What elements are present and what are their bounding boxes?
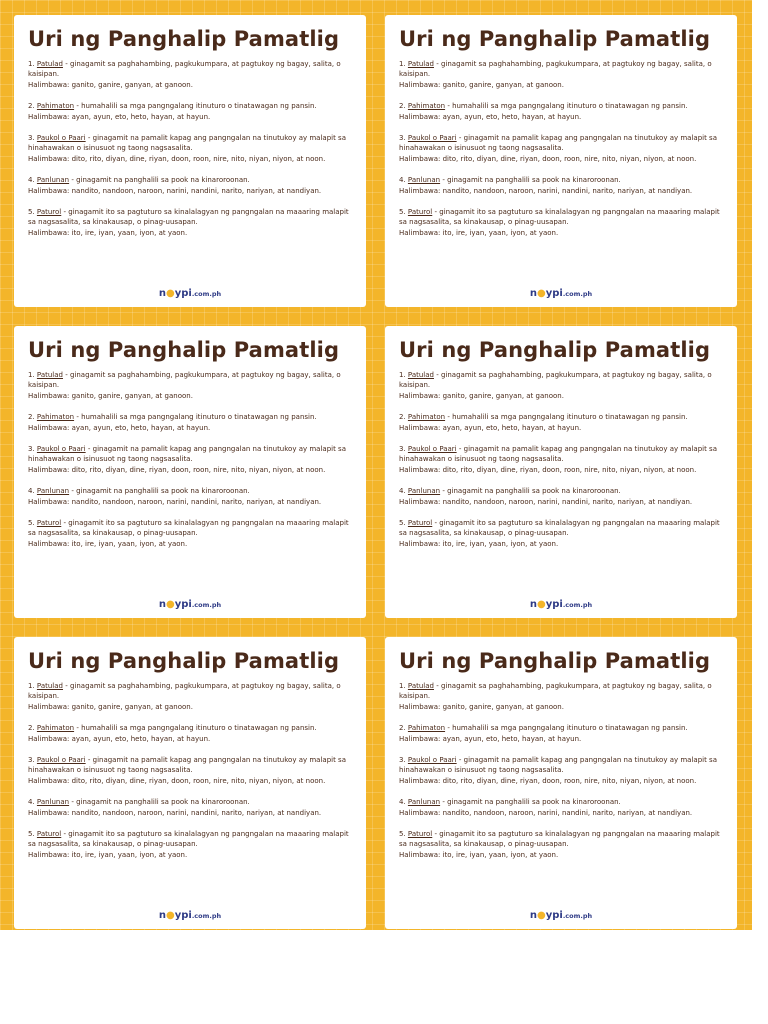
item-definition: - ginagamit na pamalit kapag ang pangngalan na tinutukoy ay malapit sa hinahawakan o isinusuot ng taong nagsasalita. [28,756,346,775]
entry-definition-line [28,797,352,807]
list-item [399,518,723,549]
item-definition: - humahalili sa mga pangngalang itinuturo o tinatawagan ng pansin. [76,724,317,733]
item-definition: - ginagamit ito sa pagtuturo sa kinalalagyan ng pangngalan na maaaring malapit sa nagsasalita, sa kinakausap, o pinag-uusapan. [399,208,720,227]
brand-name-start: n [529,288,537,299]
item-definition: - ginagamit na panghalili sa pook na kinaroroonan. [442,798,621,807]
info-card [385,15,737,307]
item-example: Halimbawa: dito, rito, diyan, dine, riyan, doon, roon, nire, nito, niyan, niyon, at noon. [399,776,697,785]
sun-icon: ● [165,599,175,610]
brand-logo [14,910,366,921]
sun-icon: ● [536,288,546,299]
item-term: Patulad [36,371,63,379]
list-item [399,681,723,712]
list-item [28,518,352,549]
entry-definition-line [399,755,723,776]
list-item [28,486,352,507]
item-number: 1. [399,682,406,690]
entry-definition-line [28,412,352,422]
brand-logo [14,599,366,610]
item-example: Halimbawa: ayan, ayun, eto, heto, hayan, at hayun. [28,734,211,743]
info-card [14,637,366,929]
item-example: Halimbawa: dito, rito, diyan, dine, riyan, doon, roon, nire, nito, niyan, niyon, at noon. [28,465,326,474]
item-term: Pahimaton [36,102,75,111]
item-number: 2. [28,102,35,111]
brand-name-end: ypi [174,599,192,610]
item-example: Halimbawa: nandito, nandoon, naroon, narini, nandini, narito, nariyan, at nandiyan. [399,497,693,506]
entry-definition-line [28,59,352,80]
item-example: Halimbawa: nandito, nandoon, naroon, narini, nandini, narito, nariyan, at nandiyan. [28,808,322,817]
item-definition: - humahalili sa mga pangngalang itinuturo o tinatawagan ng pansin. [447,413,688,422]
item-number: 4. [399,176,406,185]
item-example: Halimbawa: nandito, nandoon, naroon, narini, nandini, narito, nariyan, at nandiyan. [399,808,693,817]
item-number: 5. [399,208,406,217]
item-example: Halimbawa: nandito, nandoon, naroon, narini, nandini, narito, nariyan, at nandiyan. [28,497,322,506]
item-term: Paukol o Paari [407,756,457,765]
item-term: Paturol [407,830,433,839]
list-item [28,175,352,196]
list-item [28,133,352,164]
item-number: 1. [28,682,35,690]
list-item [399,755,723,786]
item-example: Halimbawa: ganito, ganire, ganyan, at ganoon. [399,391,564,400]
brand-domain: .com.ph [562,601,593,609]
brand-name-start: n [158,288,166,299]
card-title: Uri ng Panghalip Pamatlig [399,649,711,673]
list-item [28,681,352,712]
item-example: Halimbawa: ganito, ganire, ganyan, at ganoon. [28,80,193,89]
item-example: Halimbawa: ayan, ayun, eto, heto, hayan, at hayun. [28,423,211,432]
item-term: Paukol o Paari [407,134,457,143]
list-item [399,59,723,90]
item-example: Halimbawa: ayan, ayun, eto, heto, hayan, at hayun. [399,423,582,432]
brand-domain: .com.ph [191,601,222,609]
brand-name-end: ypi [174,288,192,299]
list-item [28,59,352,90]
list-item [28,723,352,744]
item-number: 3. [399,445,406,454]
item-term: Panlunan [36,176,70,185]
item-number: 5. [399,830,406,839]
entry-definition-line [399,370,723,391]
entry-definition-line [28,175,352,185]
item-term: Panlunan [36,798,70,807]
list-item [28,444,352,475]
item-number: 1. [399,60,406,68]
info-card [385,326,737,618]
list-item [399,370,723,401]
brand-domain: .com.ph [562,290,593,298]
item-term: Paukol o Paari [36,756,86,765]
item-definition: - ginagamit na pamalit kapag ang pangngalan na tinutukoy ay malapit sa hinahawakan o isinusuot ng taong nagsasalita. [399,445,717,464]
item-example: Halimbawa: dito, rito, diyan, dine, riyan, doon, roon, nire, nito, niyan, niyon, at noon. [28,154,326,163]
item-definition: - ginagamit ito sa pagtuturo sa kinalalagyan ng pangngalan na maaaring malapit sa nagsasalita, sa kinakausap, o pinag-uusapan. [28,208,349,227]
sun-icon: ● [165,910,175,921]
list-item [399,486,723,507]
item-number: 5. [28,519,35,528]
sun-icon: ● [536,910,546,921]
item-term: Paturol [407,519,433,528]
item-term: Panlunan [407,487,441,496]
entry-definition-line [28,486,352,496]
entry-definition-line [28,444,352,465]
item-number: 5. [28,830,35,839]
entry-definition-line [399,681,723,702]
item-definition: - ginagamit sa paghahambing, pagkukumpara, at pagtukoy ng bagay, salita, o kaisipan. [28,682,341,701]
list-item [28,412,352,433]
item-definition: - ginagamit sa paghahambing, pagkukumpara, at pagtukoy ng bagay, salita, o kaisipan. [399,682,712,701]
brand-logo [385,910,737,921]
brand-name-start: n [158,599,166,610]
entry-definition-line [399,175,723,185]
card-title: Uri ng Panghalip Pamatlig [399,338,711,362]
card-title: Uri ng Panghalip Pamatlig [28,649,340,673]
entry-definition-line [399,486,723,496]
brand-name-end: ypi [545,288,563,299]
item-example: Halimbawa: ganito, ganire, ganyan, at ganoon. [399,702,564,711]
info-card [14,326,366,618]
item-term: Paturol [36,519,62,528]
item-term: Patulad [36,682,63,690]
item-definition: - ginagamit na pamalit kapag ang pangngalan na tinutukoy ay malapit sa hinahawakan o isinusuot ng taong nagsasalita. [28,134,346,153]
item-term: Pahimaton [407,724,446,733]
item-definition: - ginagamit na pamalit kapag ang pangngalan na tinutukoy ay malapit sa hinahawakan o isinusuot ng taong nagsasalita. [399,756,717,775]
item-term: Pahimaton [407,413,446,422]
brand-logo [385,599,737,610]
item-term: Paturol [36,208,62,217]
info-card [385,637,737,929]
list-item [399,207,723,238]
item-example: Halimbawa: nandito, nandoon, naroon, narini, nandini, narito, nariyan, at nandiyan. [399,186,693,195]
item-definition: - ginagamit na pamalit kapag ang pangngalan na tinutukoy ay malapit sa hinahawakan o isinusuot ng taong nagsasalita. [399,134,717,153]
entry-definition-line [28,207,352,228]
item-term: Pahimaton [407,102,446,111]
entry-definition-line [28,829,352,850]
info-card [14,15,366,307]
card-title: Uri ng Panghalip Pamatlig [399,27,711,51]
item-number: 2. [28,413,35,422]
item-number: 3. [28,445,35,454]
item-example: Halimbawa: ayan, ayun, eto, heto, hayan, at hayun. [399,734,582,743]
item-definition: - ginagamit na panghalili sa pook na kinaroroonan. [71,176,250,185]
item-example: Halimbawa: ito, ire, iyan, yaan, iyon, at yaon. [399,228,559,237]
item-term: Paukol o Paari [36,134,86,143]
entry-definition-line [28,370,352,391]
item-number: 2. [399,413,406,422]
item-definition: - ginagamit na panghalili sa pook na kinaroroonan. [442,487,621,496]
item-term: Panlunan [407,798,441,807]
item-number: 3. [399,134,406,143]
item-number: 1. [28,371,35,379]
card-title: Uri ng Panghalip Pamatlig [28,338,340,362]
brand-logo [385,288,737,299]
list-item [399,829,723,860]
item-term: Patulad [407,682,434,690]
sun-icon: ● [536,599,546,610]
item-definition: - ginagamit na panghalili sa pook na kinaroroonan. [442,176,621,185]
item-example: Halimbawa: ito, ire, iyan, yaan, iyon, at yaon. [28,850,188,859]
list-item [399,101,723,122]
item-term: Patulad [36,60,63,68]
item-term: Pahimaton [36,413,75,422]
entry-definition-line [28,133,352,154]
item-definition: - ginagamit sa paghahambing, pagkukumpara, at pagtukoy ng bagay, salita, o kaisipan. [28,60,341,79]
list-item [399,175,723,196]
item-example: Halimbawa: ganito, ganire, ganyan, at ganoon. [399,80,564,89]
item-number: 4. [28,487,35,496]
entry-definition-line [28,723,352,733]
item-number: 1. [28,60,35,68]
item-term: Paturol [407,208,433,217]
item-example: Halimbawa: ito, ire, iyan, yaan, iyon, at yaon. [399,539,559,548]
item-example: Halimbawa: ayan, ayun, eto, heto, hayan, at hayun. [399,112,582,121]
item-number: 3. [399,756,406,765]
item-definition: - ginagamit na panghalili sa pook na kinaroroonan. [71,487,250,496]
brand-logo [14,288,366,299]
entry-definition-line [399,133,723,154]
entry-definition-line [28,681,352,702]
item-number: 4. [28,176,35,185]
list-item [399,412,723,433]
list-item [28,370,352,401]
item-definition: - ginagamit na pamalit kapag ang pangngalan na tinutukoy ay malapit sa hinahawakan o isinusuot ng taong nagsasalita. [28,445,346,464]
item-example: Halimbawa: ito, ire, iyan, yaan, iyon, at yaon. [28,228,188,237]
item-example: Halimbawa: ayan, ayun, eto, heto, hayan, at hayun. [28,112,211,121]
list-item [399,444,723,475]
list-item [28,101,352,122]
list-item [399,133,723,164]
brand-domain: .com.ph [191,912,222,920]
item-term: Paukol o Paari [407,445,457,454]
brand-name-end: ypi [174,910,192,921]
item-definition: - humahalili sa mga pangngalang itinuturo o tinatawagan ng pansin. [76,413,317,422]
item-number: 5. [28,208,35,217]
item-example: Halimbawa: dito, rito, diyan, dine, riyan, doon, roon, nire, nito, niyan, niyon, at noon. [399,154,697,163]
item-term: Pahimaton [36,724,75,733]
brand-name-start: n [529,910,537,921]
entry-definition-line [399,444,723,465]
item-term: Paukol o Paari [36,445,86,454]
brand-name-start: n [158,910,166,921]
item-definition: - ginagamit ito sa pagtuturo sa kinalalagyan ng pangngalan na maaaring malapit sa nagsasalita, sa kinakausap, o pinag-uusapan. [399,830,720,849]
item-number: 3. [28,134,35,143]
brand-name-end: ypi [545,599,563,610]
item-example: Halimbawa: ito, ire, iyan, yaan, iyon, at yaon. [28,539,188,548]
item-example: Halimbawa: ganito, ganire, ganyan, at ganoon. [28,391,193,400]
list-item [28,797,352,818]
list-item [28,755,352,786]
entry-definition-line [399,829,723,850]
entry-definition-line [399,797,723,807]
entry-definition-line [399,59,723,80]
item-number: 4. [28,798,35,807]
item-term: Panlunan [407,176,441,185]
entry-definition-line [399,101,723,111]
entry-definition-line [28,518,352,539]
entry-definition-line [399,518,723,539]
item-term: Patulad [407,60,434,68]
item-example: Halimbawa: dito, rito, diyan, dine, riyan, doon, roon, nire, nito, niyan, niyon, at noon. [28,776,326,785]
item-definition: - ginagamit ito sa pagtuturo sa kinalalagyan ng pangngalan na maaaring malapit sa nagsasalita, sa kinakausap, o pinag-uusapan. [28,830,349,849]
item-definition: - ginagamit na panghalili sa pook na kinaroroonan. [71,798,250,807]
item-number: 4. [399,798,406,807]
item-example: Halimbawa: ganito, ganire, ganyan, at ganoon. [28,702,193,711]
entry-definition-line [399,412,723,422]
item-definition: - ginagamit sa paghahambing, pagkukumpara, at pagtukoy ng bagay, salita, o kaisipan. [399,60,712,79]
item-number: 2. [399,102,406,111]
entry-definition-line [28,755,352,776]
entry-definition-line [399,723,723,733]
item-example: Halimbawa: dito, rito, diyan, dine, riyan, doon, roon, nire, nito, niyan, niyon, at noon. [399,465,697,474]
list-item [399,723,723,744]
list-item [28,829,352,860]
item-number: 4. [399,487,406,496]
item-definition: - humahalili sa mga pangngalang itinuturo o tinatawagan ng pansin. [447,102,688,111]
list-item [399,797,723,818]
item-example: Halimbawa: ito, ire, iyan, yaan, iyon, at yaon. [399,850,559,859]
brand-name-end: ypi [545,910,563,921]
item-number: 2. [28,724,35,733]
sun-icon: ● [165,288,175,299]
item-term: Panlunan [36,487,70,496]
item-term: Patulad [407,371,434,379]
item-number: 5. [399,519,406,528]
item-term: Paturol [36,830,62,839]
item-definition: - ginagamit ito sa pagtuturo sa kinalalagyan ng pangngalan na maaaring malapit sa nagsasalita, sa kinakausap, o pinag-uusapan. [28,519,349,538]
brand-name-start: n [529,599,537,610]
item-definition: - ginagamit sa paghahambing, pagkukumpara, at pagtukoy ng bagay, salita, o kaisipan. [399,371,712,390]
item-definition: - ginagamit sa paghahambing, pagkukumpara, at pagtukoy ng bagay, salita, o kaisipan. [28,371,341,390]
entry-definition-line [399,207,723,228]
item-definition: - humahalili sa mga pangngalang itinuturo o tinatawagan ng pansin. [76,102,317,111]
item-definition: - ginagamit ito sa pagtuturo sa kinalalagyan ng pangngalan na maaaring malapit sa nagsasalita, sa kinakausap, o pinag-uusapan. [399,519,720,538]
list-item [28,207,352,238]
item-number: 2. [399,724,406,733]
item-definition: - humahalili sa mga pangngalang itinuturo o tinatawagan ng pansin. [447,724,688,733]
item-number: 3. [28,756,35,765]
brand-domain: .com.ph [191,290,222,298]
brand-domain: .com.ph [562,912,593,920]
entry-definition-line [28,101,352,111]
item-example: Halimbawa: nandito, nandoon, naroon, narini, nandini, narito, nariyan, at nandiyan. [28,186,322,195]
card-title: Uri ng Panghalip Pamatlig [28,27,340,51]
item-number: 1. [399,371,406,379]
